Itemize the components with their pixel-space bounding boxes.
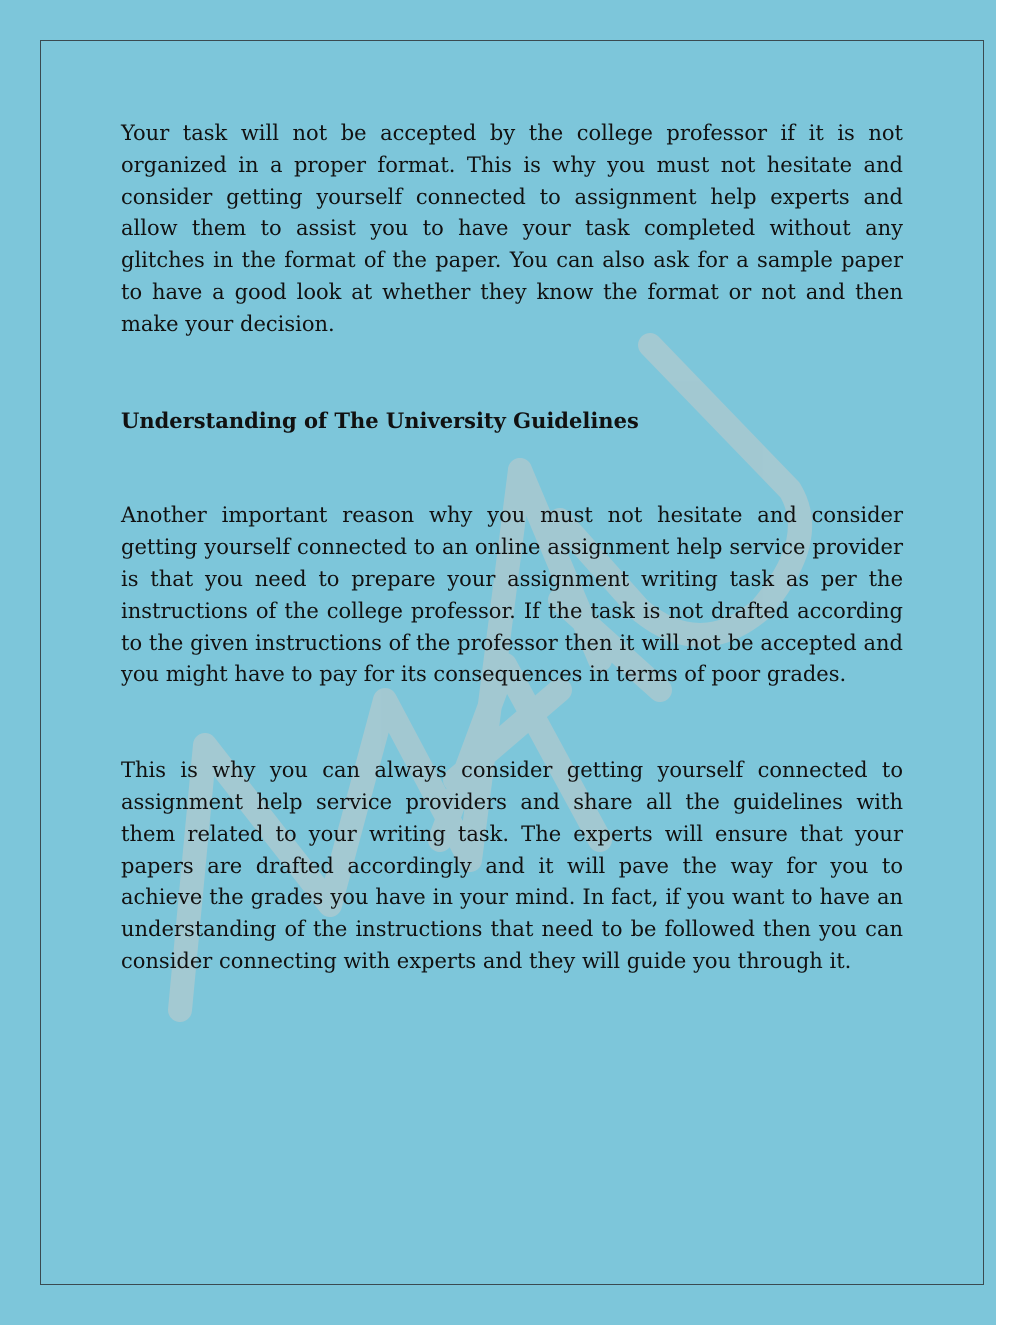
paragraph-instructions: Another important reason why you must not hesitate and consider getting yourself connected to an online assignment help service provider is that you need to prepare your assignment writing task as per the instructions of the college professor. If the task is not drafted according to the given instructions of the professor then it will not be accepted and you might have to pay for its consequences in terms of poor grades. <box>121 503 903 687</box>
section-heading: Understanding of The University Guidelines <box>121 407 639 433</box>
paragraph-guidelines: This is why you can always consider getting yourself connected to assignment help service providers and share all the guidelines with them related to your writing task. The experts will ensure that your papers are drafted accordingly and it will pave the way for you to achieve the grades you have in your mind. In fact, if you want to have an understanding of the instructions that need to be followed then you can consider connecting with experts and they will guide you through it. <box>121 758 903 973</box>
paragraph-format: Your task will not be accepted by the college professor if it is not organized in a proper format. This is why you must not hesitate and consider getting yourself connected to assignment help experts and allow them to assist you to have your task completed without any glitches in the format of the paper. You can also ask for a sample paper to have a good look at whether they know the format or not and then make your decision. <box>121 121 903 336</box>
document-body <box>121 118 903 978</box>
